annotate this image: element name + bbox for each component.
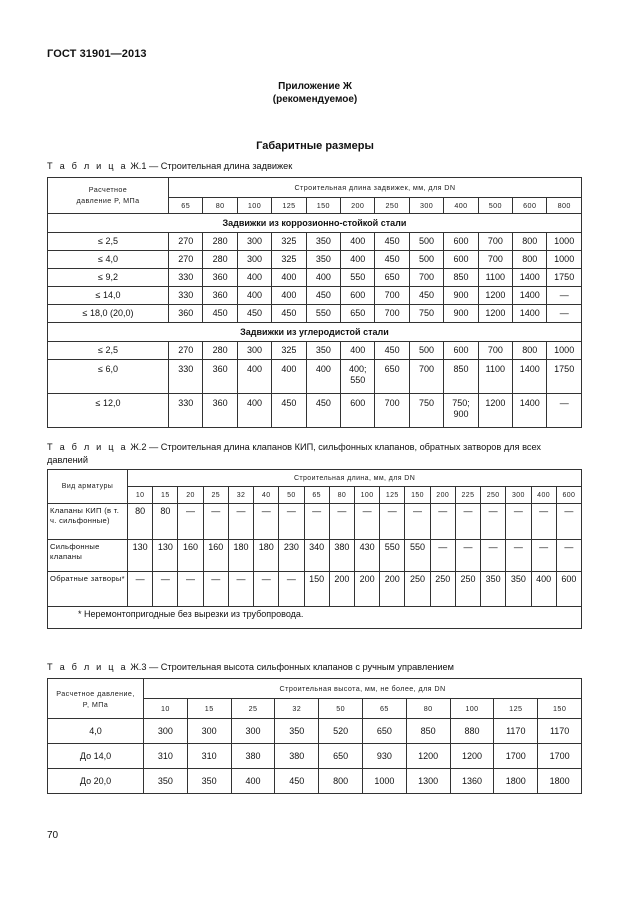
value-cell: 300 (237, 233, 271, 251)
dn-cell: 150 (538, 699, 582, 719)
dn-cell: 40 (254, 487, 279, 504)
dn-cell: 400 (444, 198, 478, 214)
value-cell: — (128, 572, 153, 607)
table1 (47, 177, 582, 428)
annex-status: (рекомендуемое) (272, 94, 358, 105)
table3 (47, 678, 582, 794)
table-row (48, 769, 582, 794)
pressure-cell: ≤ 2,5 (48, 233, 169, 251)
table-row (48, 719, 582, 744)
value-cell: — (547, 305, 581, 323)
value-cell: 280 (203, 233, 237, 251)
dn-cell: 150 (306, 198, 340, 214)
value-cell: 400 (306, 360, 340, 394)
value-cell: 130 (128, 540, 153, 572)
dn-cell: 100 (237, 198, 271, 214)
group1-row (48, 214, 582, 233)
dn-cell: 300 (409, 198, 443, 214)
value-cell: 600 (341, 394, 375, 428)
value-cell: 280 (203, 251, 237, 269)
table-row (48, 269, 582, 287)
value-cell: 450 (272, 394, 306, 428)
footnote: * Неремонтопригодные без вырезки из трубопровода. (48, 607, 582, 629)
value-cell: — (304, 504, 329, 540)
value-cell: 600 (444, 233, 478, 251)
value-cell: 700 (478, 251, 512, 269)
value-cell: 330 (169, 394, 203, 428)
dn-cell: 125 (272, 198, 306, 214)
value-cell: 250 (430, 572, 455, 607)
value-cell: 400 (237, 287, 271, 305)
length-header: Строительная длина задвижек, мм, для DN (169, 178, 582, 198)
value-cell: 330 (169, 287, 203, 305)
value-cell: 230 (279, 540, 304, 572)
value-cell: 300 (237, 342, 271, 360)
value-cell: 450 (375, 342, 409, 360)
value-cell: — (481, 504, 506, 540)
pressure-cell: До 14,0 (48, 744, 144, 769)
value-cell: — (203, 572, 228, 607)
value-cell: — (481, 540, 506, 572)
dn-cell: 600 (513, 198, 547, 214)
value-cell: 930 (362, 744, 406, 769)
value-cell: 450 (275, 769, 319, 794)
value-cell: 700 (375, 287, 409, 305)
value-cell: 1800 (494, 769, 538, 794)
value-cell: 1200 (450, 744, 494, 769)
value-cell: 360 (203, 360, 237, 394)
value-cell: 600 (556, 572, 581, 607)
group2-title: Задвижки из углеродистой стали (48, 323, 582, 342)
value-cell: 550 (405, 540, 430, 572)
dn-cell: 10 (128, 487, 153, 504)
value-cell: 200 (329, 572, 354, 607)
pressure-header: Расчетное давление, P, МПа (48, 679, 144, 719)
dn-cell: 10 (144, 699, 188, 719)
value-cell: 1170 (538, 719, 582, 744)
table-row (48, 394, 582, 428)
value-cell: 650 (362, 719, 406, 744)
value-cell: 400 (272, 269, 306, 287)
value-cell: 310 (187, 744, 231, 769)
dn-cell: 80 (203, 198, 237, 214)
value-cell: 450 (272, 305, 306, 323)
table3-caption-prefix: Т а б л и ц а (47, 662, 128, 672)
table2-header-row (48, 470, 582, 487)
value-cell: 600 (444, 251, 478, 269)
value-cell: — (455, 504, 480, 540)
value-cell: 340 (304, 540, 329, 572)
dn-row (48, 487, 582, 504)
value-cell: 500 (409, 233, 443, 251)
value-cell: 850 (444, 360, 478, 394)
value-cell: 400; 550 (341, 360, 375, 394)
value-cell: 1000 (547, 233, 581, 251)
dn-cell: 250 (375, 198, 409, 214)
dn-cell: 32 (275, 699, 319, 719)
value-cell: 350 (275, 719, 319, 744)
table-row (48, 540, 582, 572)
value-cell: 160 (178, 540, 203, 572)
value-cell: 1300 (406, 769, 450, 794)
table-row (48, 305, 582, 323)
pressure-cell: ≤ 4,0 (48, 251, 169, 269)
value-cell: 400 (237, 269, 271, 287)
value-cell: 1100 (478, 360, 512, 394)
value-cell: 180 (228, 540, 253, 572)
dn-cell: 125 (494, 699, 538, 719)
value-cell: 850 (406, 719, 450, 744)
dn-cell: 400 (531, 487, 556, 504)
value-cell: 1400 (513, 360, 547, 394)
value-cell: 550 (341, 269, 375, 287)
value-cell: 350 (144, 769, 188, 794)
value-cell: 300 (187, 719, 231, 744)
value-cell: 500 (409, 342, 443, 360)
table-row (48, 251, 582, 269)
value-cell: 360 (203, 287, 237, 305)
value-cell: 450 (237, 305, 271, 323)
table2-caption (47, 441, 581, 467)
value-cell: 850 (444, 269, 478, 287)
value-cell: — (228, 572, 253, 607)
value-cell: 750 (409, 305, 443, 323)
value-cell: 450 (375, 251, 409, 269)
value-cell: — (254, 572, 279, 607)
value-cell: 650 (341, 305, 375, 323)
value-cell: 200 (354, 572, 379, 607)
value-cell: 1750 (547, 360, 581, 394)
value-cell: 700 (409, 269, 443, 287)
value-cell: 650 (319, 744, 363, 769)
dn-cell: 80 (406, 699, 450, 719)
length-header: Строительная длина, мм, для DN (128, 470, 582, 487)
type-header: Вид арматуры (48, 470, 128, 504)
armature-type-cell: Обратные затворы* (48, 572, 128, 607)
value-cell: 430 (354, 540, 379, 572)
group2-row (48, 323, 582, 342)
dn-cell: 65 (304, 487, 329, 504)
annex-heading (0, 80, 630, 106)
dn-cell: 50 (319, 699, 363, 719)
value-cell: 1000 (362, 769, 406, 794)
value-cell: 450 (306, 287, 340, 305)
value-cell: 400 (341, 251, 375, 269)
value-cell: — (228, 504, 253, 540)
value-cell: — (556, 540, 581, 572)
value-cell: — (455, 540, 480, 572)
value-cell: 1700 (494, 744, 538, 769)
table2-caption-text: Ж.2 — Строительная длина клапанов КИП, сильфонных клапанов, обратных затворов для всех давлений (47, 442, 541, 465)
dn-cell: 25 (203, 487, 228, 504)
value-cell: 1360 (450, 769, 494, 794)
value-cell: 1750 (547, 269, 581, 287)
value-cell: 380 (231, 744, 275, 769)
value-cell: 330 (169, 269, 203, 287)
value-cell: 250 (405, 572, 430, 607)
value-cell: 700 (375, 394, 409, 428)
value-cell: 750; 900 (444, 394, 478, 428)
value-cell: — (380, 504, 405, 540)
dn-cell: 150 (405, 487, 430, 504)
footnote-row (48, 607, 582, 629)
pressure-cell: ≤ 6,0 (48, 360, 169, 394)
value-cell: — (354, 504, 379, 540)
value-cell: 650 (375, 360, 409, 394)
dn-cell: 100 (354, 487, 379, 504)
pressure-cell: ≤ 12,0 (48, 394, 169, 428)
table-row (48, 572, 582, 607)
value-cell: — (254, 504, 279, 540)
value-cell: 300 (231, 719, 275, 744)
value-cell: — (279, 504, 304, 540)
value-cell: — (556, 504, 581, 540)
dn-cell: 100 (450, 699, 494, 719)
dn-cell: 50 (279, 487, 304, 504)
value-cell: 180 (254, 540, 279, 572)
table-row (48, 287, 582, 305)
value-cell: — (329, 504, 354, 540)
table3-caption (47, 661, 454, 674)
value-cell: 800 (513, 233, 547, 251)
value-cell: 325 (272, 233, 306, 251)
table1-caption-text: Ж.1 — Строительная длина задвижек (130, 161, 293, 171)
dn-cell: 65 (169, 198, 203, 214)
value-cell: 1170 (494, 719, 538, 744)
value-cell: 325 (272, 342, 306, 360)
value-cell: — (279, 572, 304, 607)
value-cell: 880 (450, 719, 494, 744)
table2 (47, 469, 582, 629)
table1-header-row (48, 178, 582, 198)
dn-cell: 600 (556, 487, 581, 504)
value-cell: 380 (275, 744, 319, 769)
value-cell: 400 (341, 342, 375, 360)
pressure-cell: ≤ 14,0 (48, 287, 169, 305)
value-cell: 1100 (478, 269, 512, 287)
value-cell: 900 (444, 305, 478, 323)
pressure-cell: ≤ 9,2 (48, 269, 169, 287)
value-cell: 600 (341, 287, 375, 305)
table1-caption-prefix: Т а б л и ц а (47, 161, 128, 171)
value-cell: 600 (444, 342, 478, 360)
value-cell: 400 (341, 233, 375, 251)
section-title: Габаритные размеры (256, 140, 374, 152)
value-cell: 130 (153, 540, 178, 572)
value-cell: 400 (531, 572, 556, 607)
value-cell: 1400 (513, 394, 547, 428)
dn-cell: 250 (481, 487, 506, 504)
dn-cell: 225 (455, 487, 480, 504)
value-cell: 80 (153, 504, 178, 540)
value-cell: 400 (237, 360, 271, 394)
standard-header: ГОСТ 31901—2013 (47, 48, 147, 60)
value-cell: 800 (513, 342, 547, 360)
value-cell: 350 (481, 572, 506, 607)
value-cell: — (506, 540, 531, 572)
dn-cell: 25 (231, 699, 275, 719)
pressure-cell: ≤ 18,0 (20,0) (48, 305, 169, 323)
pressure-cell: 4,0 (48, 719, 144, 744)
value-cell: — (531, 504, 556, 540)
table-row (48, 744, 582, 769)
value-cell: 700 (409, 360, 443, 394)
dn-cell: 20 (178, 487, 203, 504)
value-cell: 1400 (513, 305, 547, 323)
value-cell: 330 (169, 360, 203, 394)
value-cell: 350 (506, 572, 531, 607)
pressure-cell: До 20,0 (48, 769, 144, 794)
value-cell: 450 (306, 394, 340, 428)
value-cell: 520 (319, 719, 363, 744)
armature-type-cell: Сильфонные клапаны (48, 540, 128, 572)
value-cell: 350 (306, 251, 340, 269)
value-cell: 550 (380, 540, 405, 572)
value-cell: 360 (203, 269, 237, 287)
table2-caption-prefix: Т а б л и ц а (47, 442, 128, 452)
table-row (48, 360, 582, 394)
pressure-header (48, 178, 169, 214)
dn-cell: 200 (430, 487, 455, 504)
value-cell: 280 (203, 342, 237, 360)
value-cell: 350 (306, 233, 340, 251)
dn-cell: 125 (380, 487, 405, 504)
value-cell: 1200 (478, 287, 512, 305)
value-cell: — (506, 504, 531, 540)
value-cell: — (203, 504, 228, 540)
value-cell: 1400 (513, 287, 547, 305)
value-cell: 400 (237, 394, 271, 428)
value-cell: 325 (272, 251, 306, 269)
annex-title: Приложение Ж (278, 81, 352, 92)
value-cell: 1200 (478, 305, 512, 323)
value-cell: — (430, 504, 455, 540)
value-cell: 300 (237, 251, 271, 269)
value-cell: 1800 (538, 769, 582, 794)
height-header: Строительная высота, мм, не более, для DN (144, 679, 582, 699)
dn-cell: 15 (187, 699, 231, 719)
value-cell: 800 (319, 769, 363, 794)
value-cell: 700 (478, 233, 512, 251)
table3-caption-text: Ж.3 — Строительная высота сильфонных клапанов с ручным управлением (130, 662, 454, 672)
table1-caption (47, 160, 292, 173)
value-cell: 270 (169, 342, 203, 360)
value-cell: 360 (169, 305, 203, 323)
value-cell: 700 (375, 305, 409, 323)
dn-cell: 80 (329, 487, 354, 504)
dn-cell: 800 (547, 198, 581, 214)
value-cell: 300 (144, 719, 188, 744)
value-cell: — (547, 394, 581, 428)
value-cell: 200 (380, 572, 405, 607)
dn-cell: 200 (341, 198, 375, 214)
value-cell: 150 (304, 572, 329, 607)
value-cell: 900 (444, 287, 478, 305)
value-cell: — (405, 504, 430, 540)
value-cell: 450 (409, 287, 443, 305)
value-cell: 1000 (547, 251, 581, 269)
table3-header-row (48, 679, 582, 699)
value-cell: 350 (306, 342, 340, 360)
value-cell: 400 (272, 287, 306, 305)
pressure-header-line2: давление P, МПа (76, 196, 140, 205)
table-row (48, 233, 582, 251)
value-cell: 160 (203, 540, 228, 572)
value-cell: — (547, 287, 581, 305)
dn-cell: 300 (506, 487, 531, 504)
value-cell: 380 (329, 540, 354, 572)
value-cell: 360 (203, 394, 237, 428)
value-cell: 400 (272, 360, 306, 394)
value-cell: 1400 (513, 269, 547, 287)
value-cell: 350 (187, 769, 231, 794)
dn-cell: 32 (228, 487, 253, 504)
value-cell: 1000 (547, 342, 581, 360)
value-cell: 80 (128, 504, 153, 540)
value-cell: 1700 (538, 744, 582, 769)
value-cell: 500 (409, 251, 443, 269)
table-row (48, 504, 582, 540)
value-cell: 250 (455, 572, 480, 607)
value-cell: 310 (144, 744, 188, 769)
value-cell: 450 (375, 233, 409, 251)
value-cell: — (153, 572, 178, 607)
value-cell: 700 (478, 342, 512, 360)
value-cell: — (178, 572, 203, 607)
dn-cell: 65 (362, 699, 406, 719)
pressure-header-line1: Расчетное (88, 185, 128, 194)
value-cell: — (430, 540, 455, 572)
pressure-cell: ≤ 2,5 (48, 342, 169, 360)
value-cell: 400 (306, 269, 340, 287)
table-row (48, 342, 582, 360)
value-cell: 800 (513, 251, 547, 269)
value-cell: 1200 (406, 744, 450, 769)
value-cell: 400 (231, 769, 275, 794)
value-cell: — (178, 504, 203, 540)
value-cell: 650 (375, 269, 409, 287)
value-cell: 450 (203, 305, 237, 323)
value-cell: 270 (169, 251, 203, 269)
value-cell: 550 (306, 305, 340, 323)
page-number: 70 (47, 830, 59, 841)
armature-type-cell: Клапаны КИП (в т. ч. сильфонные) (48, 504, 128, 540)
value-cell: 1200 (478, 394, 512, 428)
dn-cell: 500 (478, 198, 512, 214)
value-cell: 750 (409, 394, 443, 428)
value-cell: — (531, 540, 556, 572)
value-cell: 270 (169, 233, 203, 251)
group1-title: Задвижки из коррозионно-стойкой стали (48, 214, 582, 233)
dn-cell: 15 (153, 487, 178, 504)
